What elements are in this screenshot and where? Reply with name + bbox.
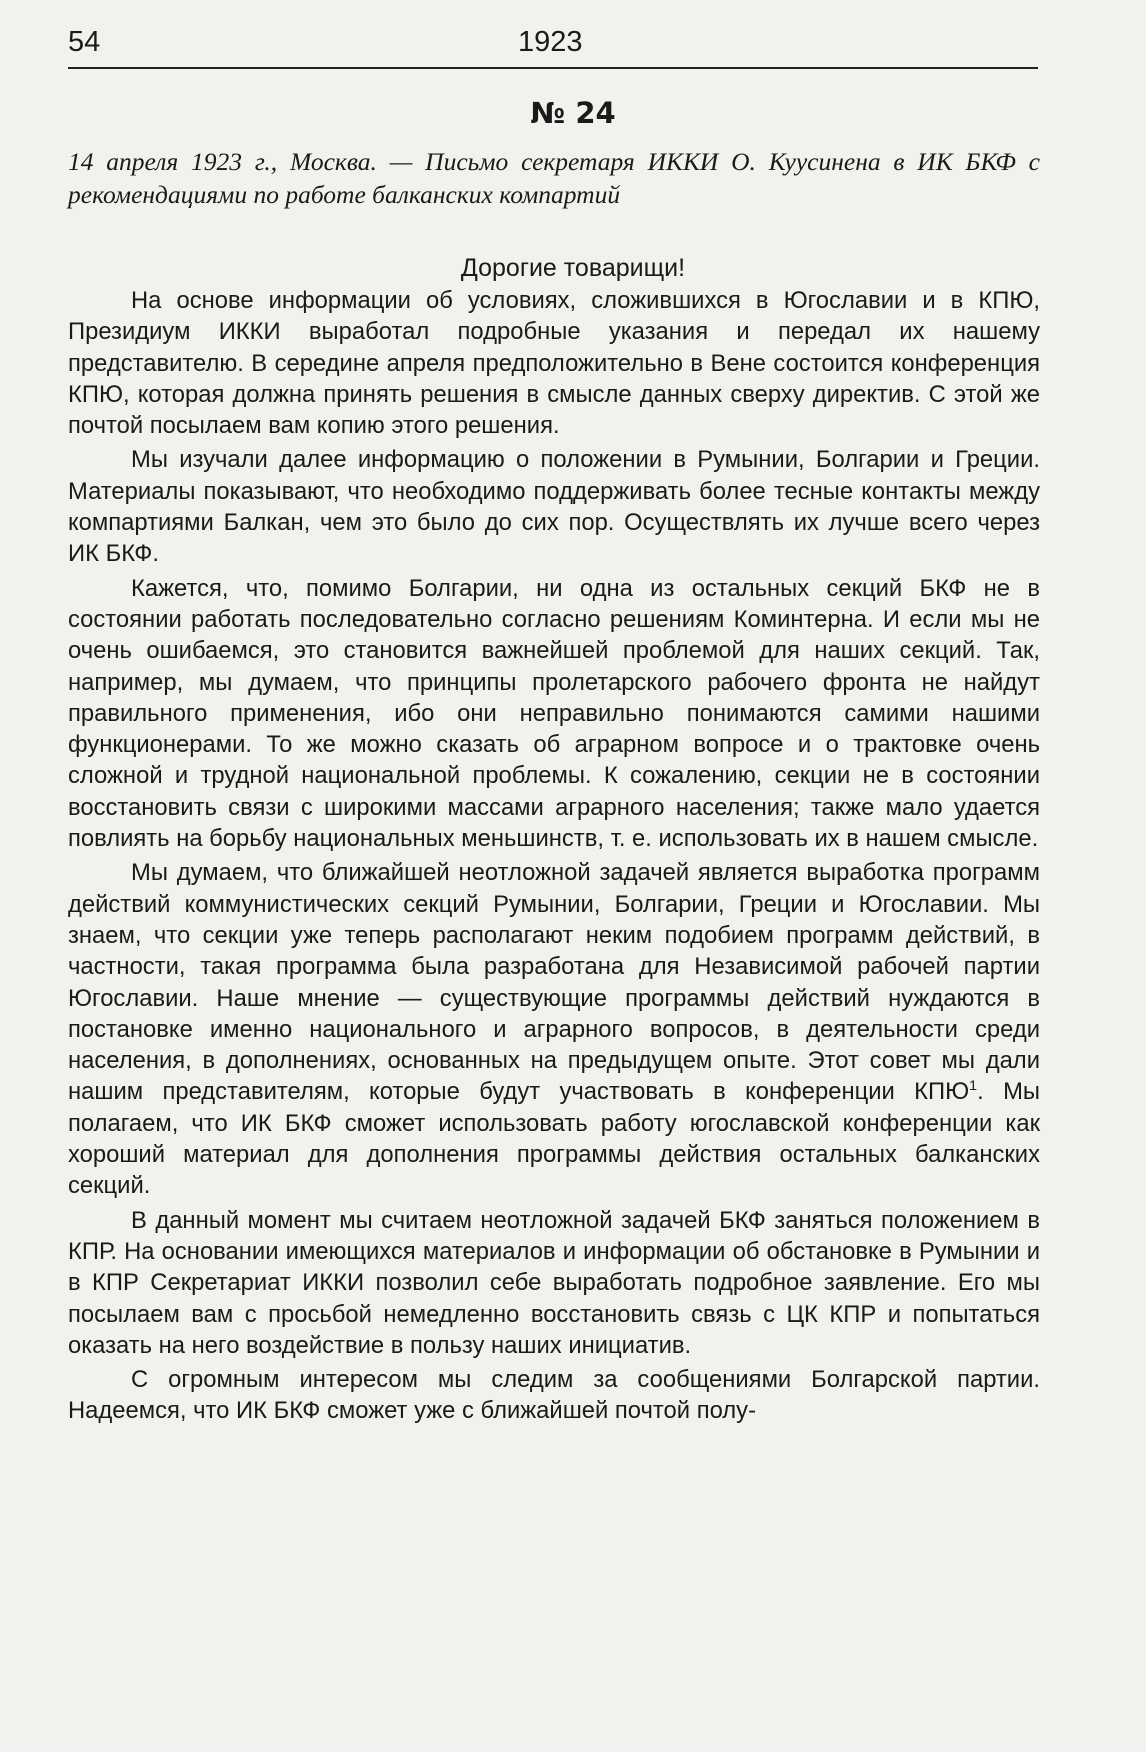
- footnote-reference: 1: [969, 1078, 978, 1095]
- paragraph: Кажется, что, помимо Болгарии, ни одна из остальных секций БКФ не в состоянии работать последовательно согласно решениям Коминтерна. И если мы не очень ошибаемся, это становится важнейшей проблемой для наших секций. Так, например, мы думаем, что принципы пролетарского рабочего фронта не найдут правильного применения, ибо они неправильно понимаются самими нашими функционерами. То же можно сказать об аграрном вопросе и о трактовке очень сложной и трудной национальной проблемы. К сожалению, секции не в состоянии восстановить связи с широкими массами аграрного населения; также мало удается повлиять на борьбу национальных меньшинств, т. е. использовать их в нашем смысле.: [68, 574, 1040, 853]
- paragraph: [68, 857, 1040, 1201]
- paragraph: С огромным интересом мы следим за сообщениями Болгарской партии. Надеемся, что ИК БКФ сможет уже с ближайшей почтой полу-: [68, 1366, 1040, 1425]
- paragraph: Мы изучали далее информацию о положении в Румынии, Болгарии и Греции. Материалы показывают, что необходимо поддерживать более тесные контакты между компартиями Балкан, чем это было до сих пор. Осуществлять их лучше всего через ИК БКФ.: [68, 446, 1040, 568]
- header-rule: [68, 67, 1038, 69]
- salutation: Дорогие товарищи!: [460, 254, 686, 282]
- document-heading: 14 апреля 1923 г., Москва. — Письмо секретаря ИККИ О. Куусинена в ИК БКФ с рекомендациями по работе балканских компартий: [68, 147, 1040, 209]
- paragraph: На основе информации об условиях, сложившихся в Югославии и в КПЮ, Президиум ИККИ выработал подробные указания и передал их нашему представителю. В середине апреля предположительно в Вене состоится конференция КПЮ, которая должна принять решения в смысле данных сверху директив. С этой же почтой посылаем вам копию этого решения.: [68, 287, 1040, 440]
- page-number: 54: [68, 26, 101, 58]
- document-number: № 24: [530, 96, 616, 130]
- paragraph: В данный момент мы считаем неотложной задачей БКФ заняться положением в КПР. На основании имеющихся материалов и информации об обстановке в Румынии и в КПР Секретариат ИККИ позволил себе выработать подробное заявление. Его мы посылаем вам с просьбой немедленно восстановить связь с ЦК КПР и попытаться оказать на него воздействие в пользу наших инициатив.: [68, 1206, 1040, 1359]
- running-head-year: 1923: [518, 26, 583, 58]
- paragraph-text-continued: . Мы полагаем, что ИК БКФ сможет использовать работу югославской конференции как хороший материал для дополнения программы действия остальных балканских секций.: [68, 1078, 1040, 1200]
- letter-body: [68, 285, 1040, 1427]
- paragraph-text: Мы думаем, что ближайшей неотложной задачей является выработка программ действий коммунистических секций Румынии, Болгарии, Греции и Югославии. Мы знаем, что секции уже теперь располагают неким подобием программ действий, в частности, такая программа была разработана для Независимой рабочей партии Югославии. Наше мнение — существующие программы действий нуждаются в постановке именно национального и аграрного вопросов, в деятельности среди населения, в дополнениях, основанных на предыдущем опыте. Этот совет мы дали нашим представителям, которые будут участвовать в конференции КПЮ: [68, 859, 1040, 1106]
- running-head: [68, 20, 1038, 70]
